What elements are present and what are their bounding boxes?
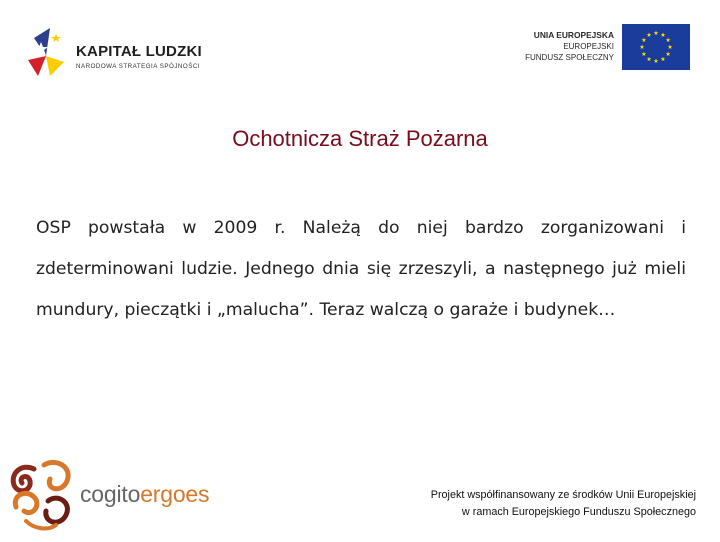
eu-star-icon [661, 32, 666, 36]
cogitoergoes-word-part1: cogito [80, 481, 141, 507]
cogitoergoes-emblem-icon [4, 455, 80, 537]
eu-star-icon [666, 52, 671, 56]
funding-note-line-1: Projekt współfinansowany ze środków Unii Europejskiej [430, 489, 696, 501]
eu-line-3: FUNDUSZ SPOŁECZNY [525, 53, 614, 62]
kapital-ludzki-emblem-icon [26, 26, 74, 78]
cogitoergoes-wordmark [80, 481, 209, 508]
eu-star-icon [647, 32, 652, 36]
kapital-ludzki-subtitle: NARODOWA STRATEGIA SPÓJNOŚCI [76, 63, 201, 70]
eu-logo [516, 24, 692, 72]
eu-logo-text [525, 30, 614, 63]
eu-flag-icon [622, 24, 690, 70]
eu-star-icon [666, 38, 671, 42]
body-paragraph: OSP powstała w 2009 r. Należą do niej bardzo zorganizowani i zdeterminowani ludzie. Jednego dnia się zrzeszyli, a następnego już mieli mundury, pieczątki i „malucha”. Teraz walczą o garaże i budynek… [36, 218, 686, 320]
cogitoergoes-logo [4, 455, 219, 537]
funding-note [431, 487, 696, 521]
cogitoergoes-word-part2: ergoes [140, 481, 210, 507]
eu-star-icon [640, 45, 645, 49]
eu-star-icon [642, 52, 647, 56]
eu-star-icon [668, 45, 673, 49]
kapital-ludzki-title: KAPITAŁ LUDZKI [76, 43, 202, 60]
eu-line-2: EUROPEJSKI [563, 42, 614, 51]
page-title: Ochotnicza Straż Pożarna [232, 126, 488, 151]
funding-note-line-2: w ramach Europejskiego Funduszu Społecznego [461, 506, 696, 518]
eu-line-1: UNIA EUROPEJSKA [533, 30, 614, 40]
eu-star-icon [647, 57, 652, 61]
eu-star-icon [654, 31, 659, 35]
kapital-ludzki-logo [26, 26, 216, 78]
eu-star-icon [661, 57, 666, 61]
eu-star-icon [642, 38, 647, 42]
eu-star-icon [654, 59, 659, 63]
